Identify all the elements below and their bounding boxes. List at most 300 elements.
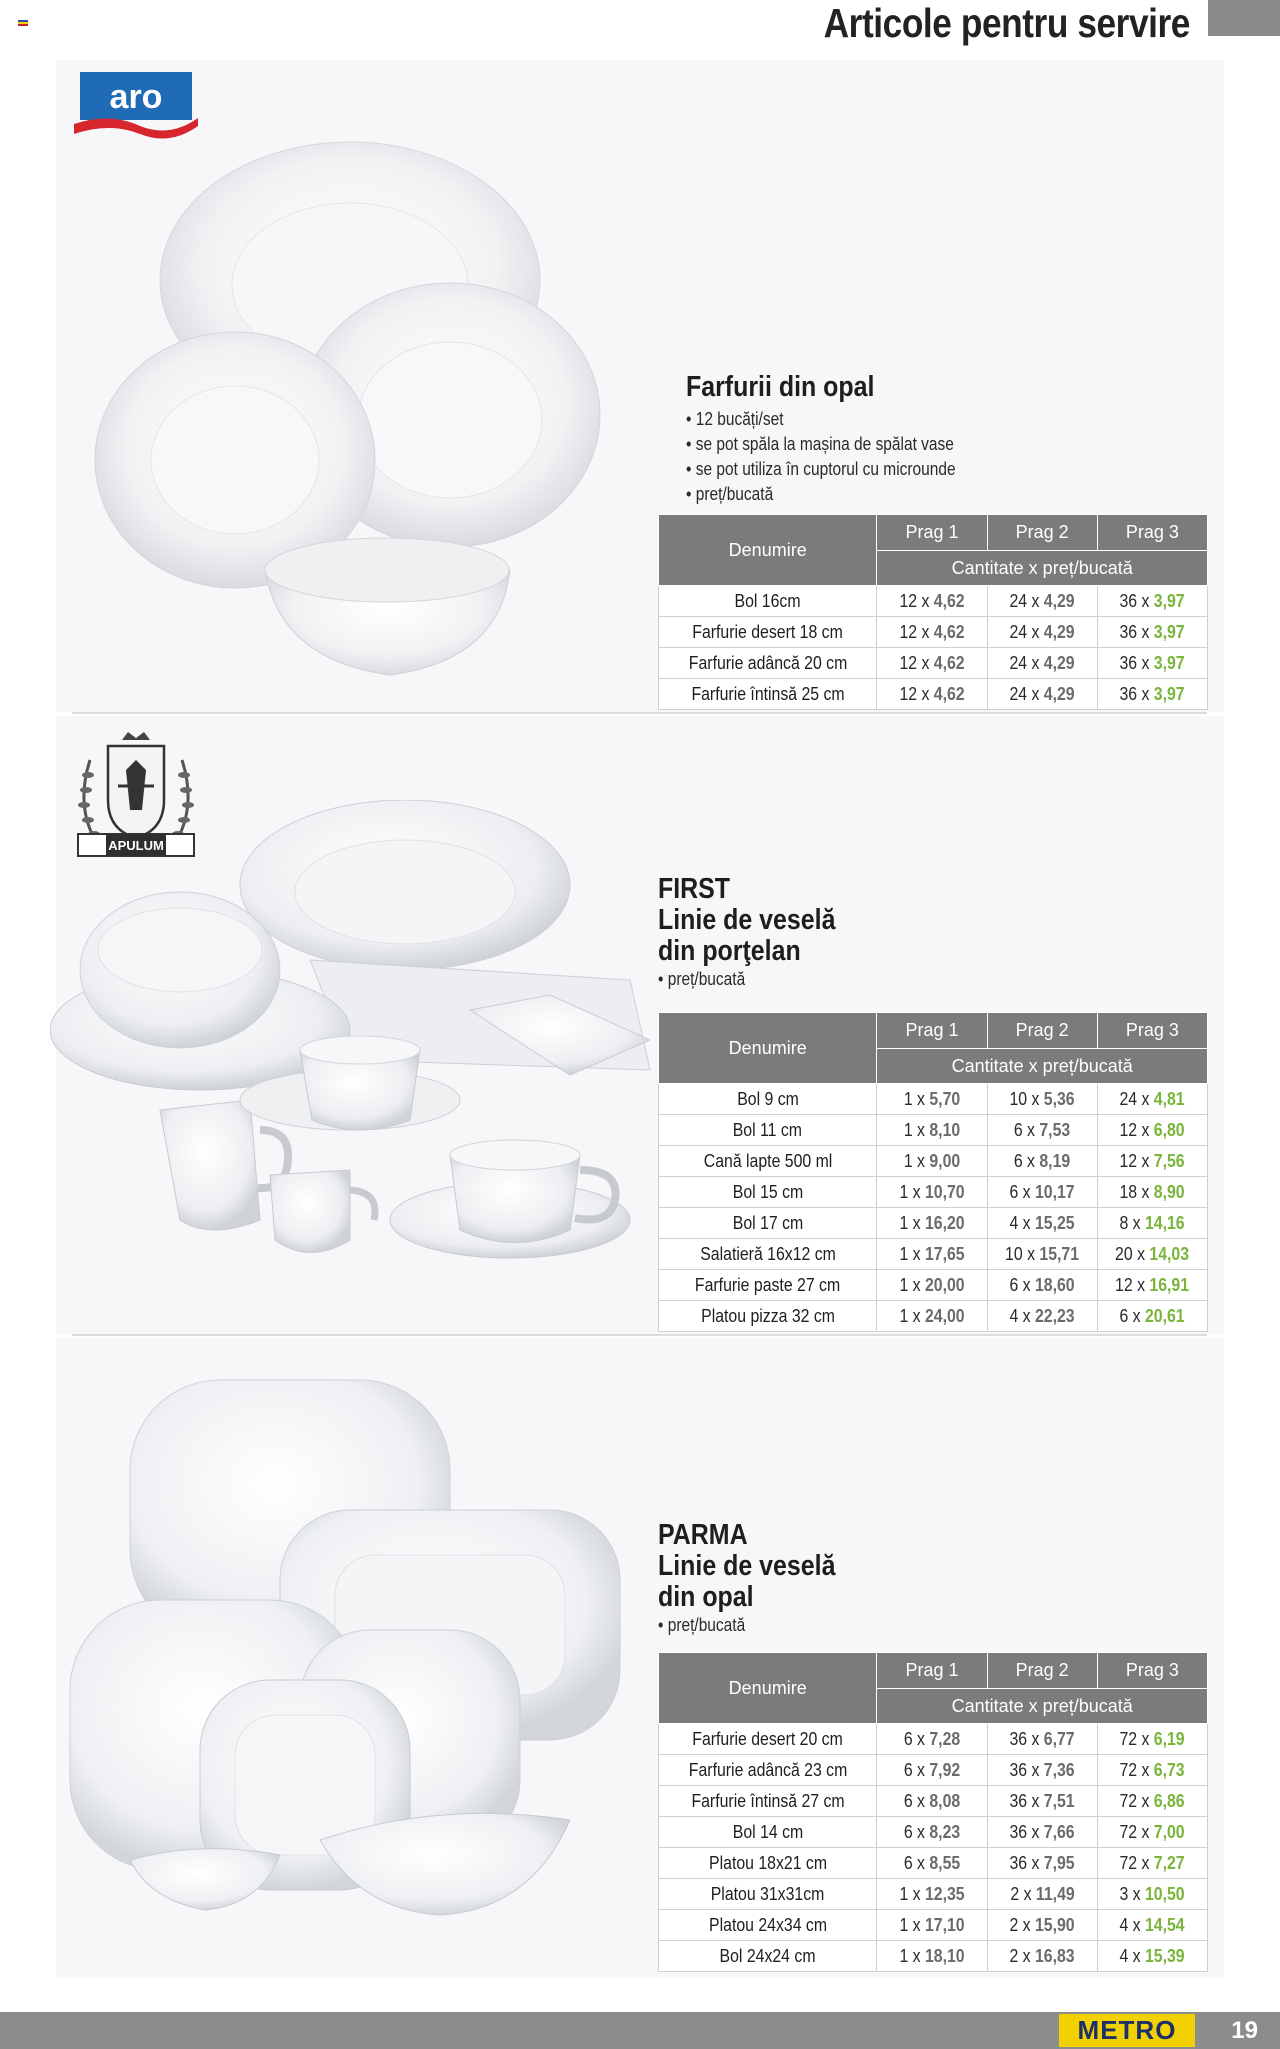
tier-3-price <box>1120 1151 1185 1172</box>
tier-3-price <box>1120 1915 1185 1936</box>
quantity-label: 6 x <box>903 1852 930 1873</box>
quantity-label: 72 x <box>1119 1852 1155 1873</box>
quantity-label: 72 x <box>1119 1790 1155 1811</box>
product-name-text: Platou 24x34 cm <box>708 1914 827 1935</box>
unit-price: 5,36 <box>1043 1088 1075 1109</box>
unit-price: 9,00 <box>929 1150 961 1171</box>
quantity-label: 2 x <box>1009 1914 1036 1935</box>
tier-3-price-cell <box>1097 1786 1207 1817</box>
quantity-label: 20 x <box>1115 1243 1150 1264</box>
table-row <box>659 1941 1208 1972</box>
tier-2-price <box>1010 653 1075 674</box>
unit-price: 7,36 <box>1043 1759 1075 1780</box>
parma-opal-photo <box>60 1370 660 1930</box>
unit-price: 7,27 <box>1154 1852 1185 1873</box>
product-name-text: Farfurie întinsă 25 cm <box>691 683 845 704</box>
unit-price: 3,97 <box>1154 590 1185 611</box>
product-name-text: Farfurie desert 18 cm <box>692 621 843 642</box>
unit-price: 10,50 <box>1145 1883 1185 1904</box>
tier-1-price-cell <box>877 1786 987 1817</box>
product-name <box>659 1208 877 1239</box>
tier-1-price <box>899 622 964 643</box>
quantity-label: 10 x <box>1009 1088 1044 1109</box>
tier-2-price-cell <box>987 586 1097 617</box>
bullet-item: • se pot utiliza în cuptorul cu microunde <box>686 459 956 479</box>
tier-1-price-cell <box>877 1879 987 1910</box>
product-name <box>659 1941 877 1972</box>
tier-1-price <box>904 1729 960 1750</box>
unit-price: 20,00 <box>924 1274 965 1295</box>
unit-price: 8,23 <box>929 1821 961 1842</box>
unit-price: 8,10 <box>929 1119 961 1140</box>
quantity-label: 12 x <box>899 621 934 642</box>
product-name <box>659 1084 877 1115</box>
product-name-text: Bol 17 cm <box>732 1212 803 1233</box>
quantity-label: 6 x <box>1009 1181 1036 1202</box>
price-table-first <box>658 1012 1208 1332</box>
tier-1-price <box>904 1089 960 1110</box>
quantity-label: 24 x <box>1009 652 1044 673</box>
tier-3-price <box>1120 591 1185 612</box>
product-name <box>659 1239 877 1270</box>
product-name-text: Farfurie paste 27 cm <box>695 1274 841 1295</box>
quantity-label: 36 x <box>1009 1821 1044 1842</box>
product-name-text: Platou pizza 32 cm <box>700 1305 835 1326</box>
tier-2-price-cell <box>987 1879 1097 1910</box>
tier-3-price-cell <box>1097 1084 1207 1115</box>
quantity-label: 36 x <box>1009 1728 1044 1749</box>
tier-3-price-cell <box>1097 1270 1207 1301</box>
tier-1-price-cell <box>877 1146 987 1177</box>
quantity-label: 1 x <box>903 1150 930 1171</box>
unit-price: 16,20 <box>924 1212 965 1233</box>
tier-2-price-cell <box>987 1084 1097 1115</box>
tier-2-price <box>1010 1791 1075 1812</box>
tier-3-price-cell <box>1097 1910 1207 1941</box>
quantity-label: 10 x <box>1005 1243 1040 1264</box>
unit-price: 20,61 <box>1145 1305 1185 1326</box>
table-row <box>659 1848 1208 1879</box>
product-name-text: Bol 15 cm <box>732 1181 803 1202</box>
product-name <box>659 1177 877 1208</box>
column-header-tier-3: Prag 3 <box>1097 515 1207 551</box>
table-row <box>659 1786 1208 1817</box>
tier-1-price-cell <box>877 1239 987 1270</box>
unit-price: 15,25 <box>1035 1212 1075 1233</box>
tier-1-price <box>904 1120 960 1141</box>
tier-3-price-cell <box>1097 1115 1207 1146</box>
table-row <box>659 1239 1208 1270</box>
unit-price: 6,19 <box>1154 1728 1185 1749</box>
quantity-label: 36 x <box>1009 1852 1044 1873</box>
tier-3-price <box>1115 1275 1189 1296</box>
product-name-text: Cană lapte 500 ml <box>703 1150 832 1171</box>
unit-price: 7,66 <box>1043 1821 1075 1842</box>
unit-price: 6,80 <box>1154 1119 1185 1140</box>
tier-3-price-cell <box>1097 1208 1207 1239</box>
section-1-title: Farfurii din opal <box>686 371 875 403</box>
tier-3-price <box>1120 1760 1185 1781</box>
product-name <box>659 1301 877 1332</box>
quantity-label: 24 x <box>1119 1088 1155 1109</box>
tier-2-price <box>1010 1275 1075 1296</box>
tier-3-price <box>1115 1244 1189 1265</box>
tier-1-price <box>899 684 964 705</box>
product-name-text: Bol 24x24 cm <box>719 1945 816 1966</box>
unit-price: 11,49 <box>1035 1883 1075 1904</box>
unit-price: 4,29 <box>1043 652 1075 673</box>
product-name <box>659 1755 877 1786</box>
unit-price: 7,53 <box>1039 1119 1071 1140</box>
tier-2-price <box>1014 1120 1070 1141</box>
tier-1-price <box>899 1884 964 1905</box>
section-3-subtitle: Linie de veselă <box>658 1550 836 1582</box>
section-1-bullets <box>686 407 999 507</box>
table-row <box>659 648 1208 679</box>
tier-1-price <box>899 1306 964 1327</box>
tier-2-price-cell <box>987 1177 1097 1208</box>
tier-2-price-cell <box>987 1724 1097 1755</box>
bullet-item: • preț/bucată <box>658 1615 746 1635</box>
unit-price: 4,62 <box>933 590 965 611</box>
product-name <box>659 1910 877 1941</box>
tier-2-price-cell <box>987 1301 1097 1332</box>
opal-plates-photo <box>90 140 660 700</box>
tier-3-price-cell <box>1097 617 1207 648</box>
column-header-tier-2: Prag 2 <box>987 1653 1097 1689</box>
unit-price: 4,29 <box>1043 683 1075 704</box>
quantity-label: 6 x <box>1119 1305 1146 1326</box>
tier-1-price-cell <box>877 1084 987 1115</box>
product-name <box>659 1786 877 1817</box>
product-name-text: Farfurie desert 20 cm <box>692 1728 843 1749</box>
product-name <box>659 1270 877 1301</box>
tier-3-price-cell <box>1097 1177 1207 1208</box>
price-table-opal <box>658 514 1208 710</box>
tier-2-price <box>1005 1244 1079 1265</box>
unit-price: 3,97 <box>1154 621 1185 642</box>
quantity-label: 12 x <box>1119 1119 1155 1140</box>
unit-price: 8,19 <box>1039 1150 1071 1171</box>
unit-price: 6,86 <box>1154 1790 1185 1811</box>
tier-2-price-cell <box>987 1115 1097 1146</box>
unit-price: 3,97 <box>1154 683 1185 704</box>
table-row <box>659 1817 1208 1848</box>
product-name-text: Bol 16cm <box>734 590 801 611</box>
tier-2-price-cell <box>987 617 1097 648</box>
tier-2-price-cell <box>987 1239 1097 1270</box>
unit-price: 7,00 <box>1154 1821 1185 1842</box>
product-name <box>659 617 877 648</box>
section-2-title-block <box>658 874 864 992</box>
quantity-label: 72 x <box>1119 1728 1155 1749</box>
tier-3-price-cell <box>1097 1301 1207 1332</box>
unit-price: 18,10 <box>924 1945 965 1966</box>
column-header-tier-1: Prag 1 <box>877 1653 987 1689</box>
quantity-label: 6 x <box>903 1759 930 1780</box>
quantity-label: 12 x <box>899 652 934 673</box>
tier-1-price-cell <box>877 1301 987 1332</box>
tier-2-price-cell <box>987 1848 1097 1879</box>
unit-price: 4,81 <box>1154 1088 1185 1109</box>
table-row <box>659 1879 1208 1910</box>
tier-2-price-cell <box>987 1146 1097 1177</box>
quantity-label: 24 x <box>1009 590 1044 611</box>
quantity-label: 1 x <box>903 1119 930 1140</box>
unit-price: 8,90 <box>1154 1181 1185 1202</box>
tier-1-price-cell <box>877 648 987 679</box>
tier-3-price <box>1120 1089 1185 1110</box>
unit-price: 4,29 <box>1043 621 1075 642</box>
column-subheader-quantity-price: Cantitate x preț/bucată <box>877 1689 1208 1724</box>
tier-2-price <box>1010 1915 1075 1936</box>
section-3-subtitle: din opal <box>658 1581 754 1613</box>
quantity-label: 12 x <box>899 683 934 704</box>
product-name-text: Bol 9 cm <box>736 1088 799 1109</box>
column-header-tier-3: Prag 3 <box>1097 1653 1207 1689</box>
tier-1-price <box>904 1853 960 1874</box>
tier-1-price-cell <box>877 1724 987 1755</box>
tier-1-price <box>899 1946 964 1967</box>
tier-2-price <box>1010 1306 1075 1327</box>
column-header-name: Denumire <box>659 1013 877 1084</box>
quantity-label: 1 x <box>899 1212 925 1233</box>
table-row <box>659 1755 1208 1786</box>
column-header-tier-2: Prag 2 <box>987 1013 1097 1049</box>
tier-3-price-cell <box>1097 1848 1207 1879</box>
unit-price: 16,83 <box>1035 1945 1075 1966</box>
product-name <box>659 1724 877 1755</box>
column-subheader-quantity-price: Cantitate x preț/bucată <box>877 551 1208 586</box>
tier-3-price-cell <box>1097 1239 1207 1270</box>
tier-3-price-cell <box>1097 1817 1207 1848</box>
quantity-label: 6 x <box>903 1790 930 1811</box>
tier-1-price-cell <box>877 1755 987 1786</box>
quantity-label: 6 x <box>903 1821 930 1842</box>
quantity-label: 36 x <box>1119 652 1155 673</box>
tier-2-price-cell <box>987 1755 1097 1786</box>
product-name <box>659 1817 877 1848</box>
tier-3-price <box>1120 1729 1185 1750</box>
unit-price: 6,73 <box>1154 1759 1185 1780</box>
tier-3-price-cell <box>1097 1879 1207 1910</box>
table-row <box>659 1084 1208 1115</box>
tier-3-price <box>1120 1946 1185 1967</box>
header-accent-bar <box>1208 0 1280 36</box>
tier-1-price-cell <box>877 586 987 617</box>
unit-price: 15,71 <box>1039 1243 1080 1264</box>
quantity-label: 24 x <box>1009 621 1044 642</box>
section-divider <box>72 712 1207 714</box>
tier-1-price-cell <box>877 1270 987 1301</box>
column-subheader-quantity-price: Cantitate x preț/bucată <box>877 1049 1208 1084</box>
quantity-label: 36 x <box>1009 1790 1044 1811</box>
product-name <box>659 648 877 679</box>
quantity-label: 12 x <box>1115 1274 1150 1295</box>
tier-3-price <box>1120 684 1185 705</box>
product-name <box>659 1879 877 1910</box>
tier-1-price <box>899 1213 964 1234</box>
tier-3-price <box>1120 1853 1185 1874</box>
column-header-name: Denumire <box>659 515 877 586</box>
table-row <box>659 1270 1208 1301</box>
tier-2-price <box>1010 1884 1074 1905</box>
tier-3-price-cell <box>1097 1755 1207 1786</box>
quantity-label: 4 x <box>1009 1305 1036 1326</box>
tier-1-price <box>904 1151 960 1172</box>
unit-price: 10,17 <box>1035 1181 1075 1202</box>
tier-2-price-cell <box>987 1786 1097 1817</box>
product-name-text: Platou 31x31cm <box>710 1883 825 1904</box>
section-3-bullets <box>658 1613 864 1638</box>
tier-1-price-cell <box>877 1848 987 1879</box>
tier-1-price-cell <box>877 679 987 710</box>
tier-3-price-cell <box>1097 1146 1207 1177</box>
tier-1-price-cell <box>877 1208 987 1239</box>
quantity-label: 3 x <box>1119 1883 1146 1904</box>
tier-1-price <box>899 1182 964 1203</box>
unit-price: 7,95 <box>1043 1852 1075 1873</box>
tier-2-price <box>1010 591 1075 612</box>
unit-price: 4,62 <box>933 652 965 673</box>
bullet-item: • preț/bucată <box>658 969 746 989</box>
tier-1-price <box>899 1275 964 1296</box>
tier-3-price <box>1120 1213 1185 1234</box>
tier-2-price <box>1014 1151 1070 1172</box>
quantity-label: 18 x <box>1119 1181 1155 1202</box>
tier-1-price-cell <box>877 1817 987 1848</box>
unit-price: 8,55 <box>929 1852 961 1873</box>
tier-2-price <box>1010 1182 1075 1203</box>
section-3-title-block <box>658 1520 864 1638</box>
quantity-label: 4 x <box>1009 1212 1036 1233</box>
unit-price: 8,08 <box>929 1790 961 1811</box>
product-name <box>659 1115 877 1146</box>
product-name <box>659 679 877 710</box>
tier-2-price <box>1010 684 1075 705</box>
unit-price: 12,35 <box>924 1883 965 1904</box>
tier-2-price <box>1010 1822 1075 1843</box>
quantity-label: 12 x <box>1119 1150 1155 1171</box>
quantity-label: 2 x <box>1010 1883 1036 1904</box>
tier-1-price <box>904 1791 960 1812</box>
quantity-label: 36 x <box>1119 621 1155 642</box>
quantity-label: 1 x <box>899 1274 925 1295</box>
table-row <box>659 1910 1208 1941</box>
price-table-parma <box>658 1652 1208 1972</box>
quantity-label: 1 x <box>899 1305 925 1326</box>
bullet-item: • 12 bucăți/set <box>686 409 784 429</box>
page-title: Articole pentru servire <box>823 0 1190 46</box>
tier-2-price-cell <box>987 1270 1097 1301</box>
product-name-text: Salatieră 16x12 cm <box>699 1243 836 1264</box>
tier-3-price <box>1120 1120 1185 1141</box>
unit-price: 24,00 <box>924 1305 965 1326</box>
quantity-label: 4 x <box>1119 1945 1146 1966</box>
table-row <box>659 617 1208 648</box>
quantity-label: 1 x <box>899 1914 925 1935</box>
quantity-label: 1 x <box>899 1945 925 1966</box>
unit-price: 14,03 <box>1149 1243 1190 1264</box>
column-header-name: Denumire <box>659 1653 877 1724</box>
unit-price: 15,90 <box>1035 1914 1075 1935</box>
product-name-text: Bol 14 cm <box>732 1821 803 1842</box>
section-2-subtitle: din porţelan <box>658 935 801 967</box>
page-number: 19 <box>1231 2017 1258 2044</box>
unit-price: 18,60 <box>1035 1274 1075 1295</box>
tier-1-price-cell <box>877 617 987 648</box>
tier-3-price <box>1120 1791 1185 1812</box>
product-name-text: Farfurie adâncă 23 cm <box>688 1759 847 1780</box>
tier-2-price-cell <box>987 679 1097 710</box>
product-name <box>659 1848 877 1879</box>
table-row <box>659 1301 1208 1332</box>
tier-2-price-cell <box>987 1208 1097 1239</box>
quantity-label: 6 x <box>1013 1150 1040 1171</box>
tier-1-price-cell <box>877 1910 987 1941</box>
unit-price: 17,65 <box>924 1243 965 1264</box>
tier-1-price-cell <box>877 1177 987 1208</box>
bullet-item: • se pot spăla la mașina de spălat vase <box>686 434 954 454</box>
unit-price: 22,23 <box>1035 1305 1075 1326</box>
unit-price: 4,62 <box>933 621 965 642</box>
tier-3-price <box>1120 1306 1185 1327</box>
unit-price: 17,10 <box>924 1914 965 1935</box>
quantity-label: 72 x <box>1119 1759 1155 1780</box>
quantity-label: 2 x <box>1009 1945 1036 1966</box>
tier-1-price <box>899 591 964 612</box>
unit-price: 14,16 <box>1145 1212 1185 1233</box>
unit-price: 16,91 <box>1149 1274 1190 1295</box>
product-name <box>659 1146 877 1177</box>
tier-1-price <box>904 1822 960 1843</box>
unit-price: 7,51 <box>1043 1790 1075 1811</box>
column-header-tier-1: Prag 1 <box>877 1013 987 1049</box>
product-name <box>659 586 877 617</box>
quantity-label: 36 x <box>1119 590 1155 611</box>
tier-1-price <box>899 1915 964 1936</box>
table-row <box>659 586 1208 617</box>
tier-3-price <box>1120 1884 1185 1905</box>
tier-2-price-cell <box>987 1817 1097 1848</box>
column-header-tier-1: Prag 1 <box>877 515 987 551</box>
quantity-label: 24 x <box>1009 683 1044 704</box>
tier-2-price <box>1010 1729 1075 1750</box>
first-porcelain-photo <box>50 800 660 1290</box>
unit-price: 14,54 <box>1145 1914 1185 1935</box>
unit-price: 7,56 <box>1154 1150 1185 1171</box>
quantity-label: 36 x <box>1119 683 1155 704</box>
section-2-title: FIRST <box>658 873 731 905</box>
unit-price: 3,97 <box>1154 652 1185 673</box>
tier-1-price-cell <box>877 1941 987 1972</box>
tier-2-price <box>1010 1853 1075 1874</box>
quantity-label: 72 x <box>1119 1821 1155 1842</box>
tier-3-price <box>1120 622 1185 643</box>
quantity-label: 6 x <box>903 1728 930 1749</box>
product-name-text: Farfurie întinsă 27 cm <box>691 1790 845 1811</box>
section-2-bullets <box>658 967 864 992</box>
section-1-title-block <box>686 372 999 507</box>
tier-2-price-cell <box>987 1910 1097 1941</box>
tier-3-price <box>1120 653 1185 674</box>
section-2-subtitle: Linie de veselă <box>658 904 836 936</box>
table-row <box>659 1208 1208 1239</box>
metro-logo <box>1059 2014 1195 2047</box>
language-flag-icon <box>18 20 28 26</box>
tier-2-price-cell <box>987 1941 1097 1972</box>
quantity-label: 6 x <box>1009 1274 1036 1295</box>
